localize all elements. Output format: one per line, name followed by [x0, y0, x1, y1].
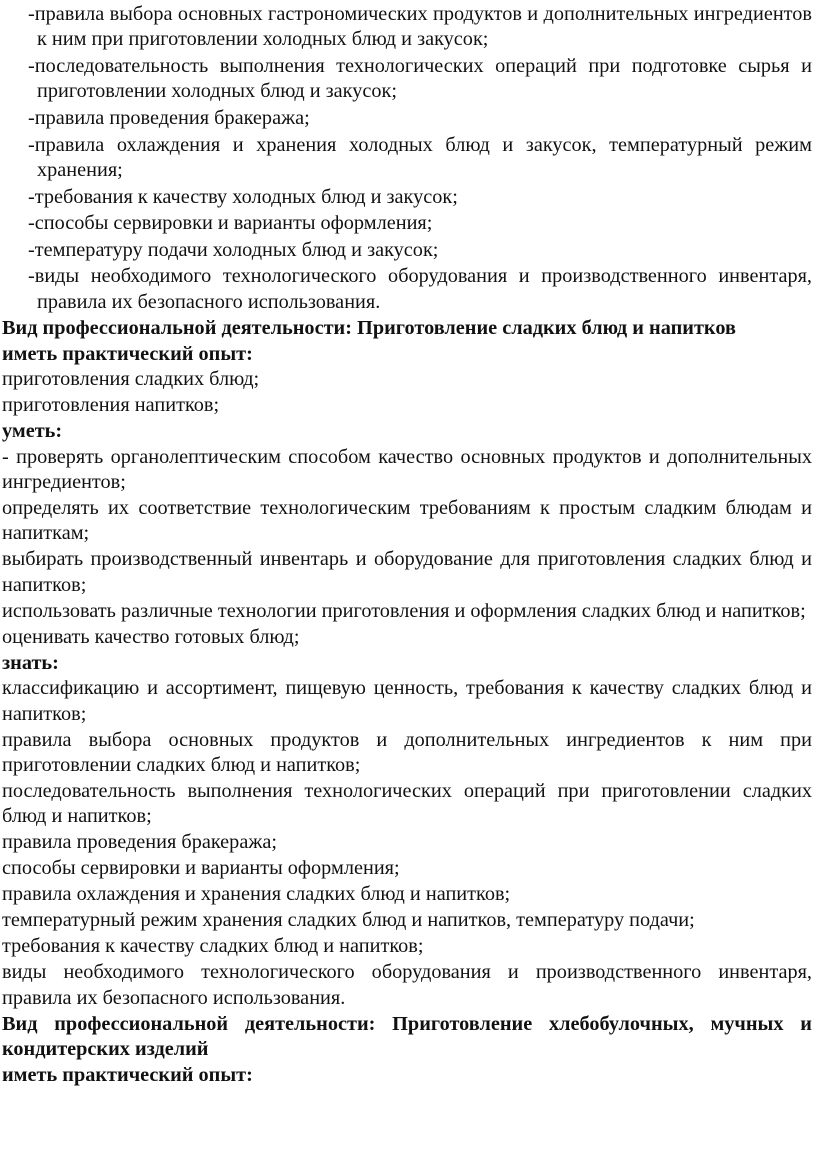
list-item: -правила выбора основных гастрономических продуктов и дополнительных ингредиентов к ним при приготовлении холодных блюд и закусок;: [28, 3, 812, 51]
section2-skills-label: уметь:: [2, 420, 63, 443]
list-item: -последовательность выполнения технологических операций при подготовке сырья и приготовлении холодных блюд и закусок;: [28, 55, 812, 103]
list-item: приготовления сладких блюд;: [2, 368, 260, 391]
section3: [2, 1012, 812, 1088]
section2: [2, 316, 812, 1011]
section1-knowledge-list: [2, 2, 812, 315]
list-item: классификацию и ассортимент, пищевую ценность, требования к качеству сладких блюд и напитков;: [2, 677, 812, 725]
list-item: - проверять органолептическим способом качество основных продуктов и дополнительных ингредиентов;: [2, 445, 812, 493]
list-item: правила охлаждения и хранения сладких блюд и напитков;: [2, 883, 511, 906]
list-item: требования к качеству сладких блюд и напитков;: [2, 935, 424, 958]
list-item: виды необходимого технологического оборудования и производственного инвентаря, правила их безопасного использования.: [2, 961, 812, 1009]
list-item: определять их соответствие технологическим требованиям к простым сладким блюдам и напиткам;: [2, 497, 812, 545]
list-item: способы сервировки и варианты оформления;: [2, 857, 400, 880]
list-item: последовательность выполнения технологических операций при приготовлении сладких блюд и напитков;: [2, 780, 812, 828]
section3-experience-label: иметь практический опыт:: [2, 1063, 253, 1086]
section3-heading: Вид профессиональной деятельности: Приготовление хлебобулочных, мучных и кондитерских изделий: [2, 1012, 812, 1061]
list-item: выбирать производственный инвентарь и оборудование для приготовления сладких блюд и напитков;: [2, 548, 812, 596]
list-item: -способы сервировки и варианты оформления;: [28, 212, 433, 235]
section2-heading: Вид профессиональной деятельности: Приготовление сладких блюд и напитков: [2, 317, 736, 340]
list-item: использовать различные технологии приготовления и оформления сладких блюд и напитков;: [2, 599, 806, 622]
list-item: приготовления напитков;: [2, 394, 220, 417]
list-item: оценивать качество готовых блюд;: [2, 625, 300, 648]
list-item: правила проведения бракеража;: [2, 831, 277, 854]
section2-experience-label: иметь практический опыт:: [2, 342, 253, 365]
list-item: -правила охлаждения и хранения холодных блюд и закусок, температурный режим хранения;: [28, 133, 812, 181]
list-item: -правила проведения бракеража;: [28, 107, 310, 129]
list-item: температурный режим хранения сладких блюд и напитков, температуру подачи;: [2, 909, 695, 932]
section2-knowledge-label: знать:: [2, 651, 59, 674]
list-item: -требования к качеству холодных блюд и закусок;: [28, 185, 458, 208]
list-item: -виды необходимого технологического оборудования и производственного инвентаря, правила их безопасного использования.: [28, 265, 812, 313]
list-item: -температуру подачи холодных блюд и закусок;: [28, 238, 439, 261]
list-item: правила выбора основных продуктов и дополнительных ингредиентов к ним при приготовлении сладких блюд и напитков;: [2, 728, 812, 777]
